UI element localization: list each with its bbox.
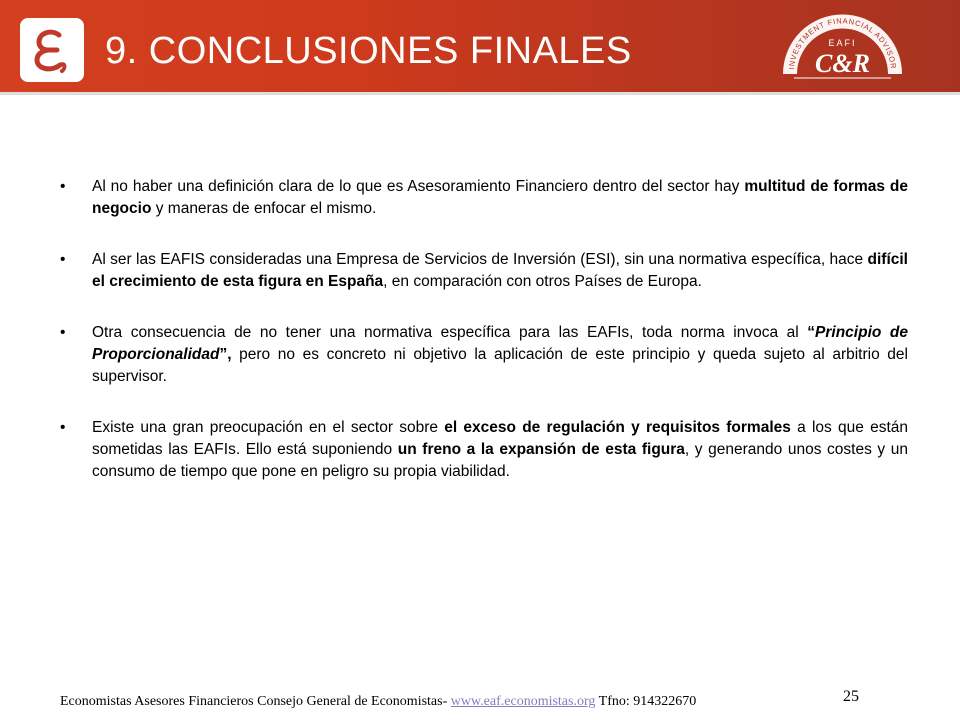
bullet-text: Al ser las EAFIS consideradas una Empresa de Servicios de Inversión (ESI), sin una normativa específica, hace [92, 251, 868, 268]
page-number: 25 [843, 688, 859, 705]
bullet-list [60, 176, 908, 512]
brand-arc-text: INVESTMENT FINANCIAL ADVISOR [787, 16, 898, 70]
bullet-text: y maneras de enfocar el mismo. [151, 200, 377, 217]
bullet-item [60, 249, 908, 293]
bullet-item [60, 417, 908, 483]
footer [60, 694, 696, 710]
bullet-text: pero no es concreto ni objetivo la aplicación de este principio y queda sujeto al arbitrio del supervisor. [92, 346, 908, 385]
bullet-text: el exceso de regulación y requisitos formales [444, 419, 791, 436]
bullet-text: , en comparación con otros Países de Europa. [383, 273, 702, 290]
economistas-logo-icon [20, 18, 84, 82]
bullet-dot: • [60, 419, 66, 436]
bullet-text: “ [807, 324, 816, 341]
footer-phone: Tfno: 914322670 [595, 694, 697, 709]
bullet-text: , y generando unos costes y un consumo de tiempo que pone en peligro su propia viabilidad. [92, 441, 908, 480]
brand-short: EAFI [828, 38, 857, 48]
cr-eafi-logo [780, 10, 905, 85]
bullet-dot: • [60, 324, 66, 341]
footer-link[interactable]: www.eaf.economistas.org [450, 694, 596, 709]
bullet-text: un freno a la expansión de esta figura [397, 441, 685, 458]
header-divider [0, 92, 960, 95]
bullet-dot: • [60, 251, 66, 268]
bullet-text: ”, [219, 346, 240, 363]
bullet-item [60, 176, 908, 220]
bullet-text: multitud de formas de negocio [92, 178, 909, 217]
bullet-text: Otra consecuencia de no tener una normativa específica para las EAFIs, toda norma invoca al [92, 324, 808, 341]
brand-mark: C&R [815, 49, 870, 78]
bullet-dot: • [60, 178, 66, 195]
bullet-item [60, 322, 908, 388]
bullet-text: Al no haber una definición clara de lo que es Asesoramiento Financiero dentro del sector hay [92, 178, 745, 195]
bullet-text: Existe una gran preocupación en el sector sobre [92, 419, 445, 436]
page-title: 9. CONCLUSIONES FINALES [105, 30, 632, 72]
bullet-text: a los que están sometidas las EAFIs. Ello está suponiendo [92, 419, 908, 458]
footer-text: Economistas Asesores Financieros Consejo General de Economistas- [60, 694, 451, 709]
bullet-text: difícil el crecimiento de esta figura en España [92, 251, 908, 290]
slide-header [0, 0, 960, 94]
bullet-text: Principio de Proporcionalidad [92, 324, 909, 363]
